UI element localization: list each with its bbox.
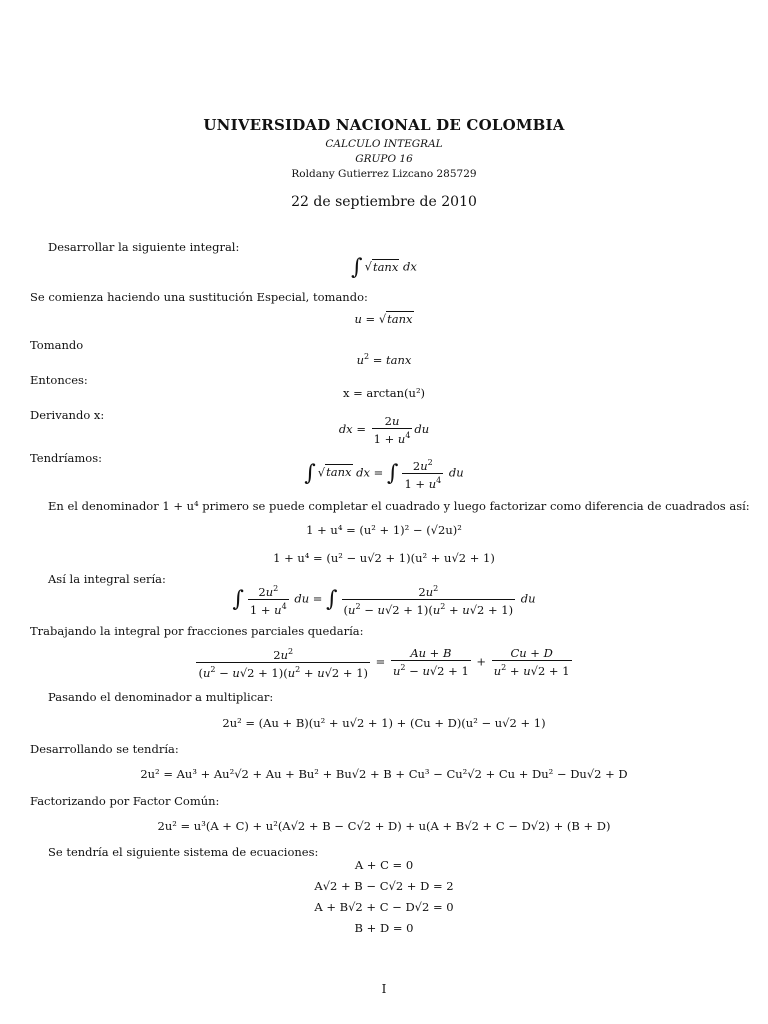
paragraph-multiplicar: Pasando el denominador a multiplicar:	[48, 690, 274, 704]
author-line: Roldany Gutierrez Lizcano 285729	[291, 168, 477, 180]
paragraph-tomando: Tomando	[30, 338, 84, 352]
paragraph-partial-fractions: Trabajando la integral por fracciones parciales quedaría:	[30, 624, 364, 638]
paragraph-derivando: Derivando x:	[30, 408, 105, 422]
equation-complete-square: 1 + u⁴ = (u² + 1)² − (√2u)²	[306, 523, 462, 537]
equation-factored: 1 + u⁴ = (u² − u√2 + 1)(u² + u√2 + 1)	[273, 551, 495, 565]
course-name: CALCULO INTEGRAL	[325, 138, 443, 150]
equation-grouped: 2u² = u³(A + C) + u²(A√2 + B − C√2 + D) + u(A + B√2 + C − D√2) + (B + D)	[157, 819, 611, 833]
paragraph-denominator: En el denominador 1 + u⁴ primero se puede completar el cuadrado y luego factorizar como diferencia de cuadrados así:	[48, 499, 750, 513]
system-equation-1: A + C = 0	[354, 858, 414, 872]
paragraph-intro: Desarrollar la siguiente integral:	[48, 240, 240, 254]
equation-integral: ∫ √tanx dx	[351, 255, 417, 280]
paragraph-tendriamos: Tendríamos:	[30, 451, 102, 465]
paragraph-sistema: Se tendría el siguiente sistema de ecuaciones:	[48, 845, 319, 859]
equation-expanded: 2u² = Au³ + Au²√2 + Au + Bu² + Bu√2 + B + Cu³ − Cu²√2 + Cu + Du² − Du√2 + D	[140, 767, 628, 781]
group-name: GRUPO 16	[355, 153, 413, 165]
system-equation-3: A + B√2 + C − D√2 = 0	[314, 900, 454, 914]
equation-x-arctan: x = arctan(u²)	[342, 386, 426, 400]
paragraph-entonces: Entonces:	[30, 373, 88, 387]
paragraph-desarrollando: Desarrollando se tendría:	[30, 742, 179, 756]
equation-dx: dx = $\frac{2u}{1 + u^4}$ du	[338, 414, 430, 446]
paragraph-factorizando: Factorizando por Factor Común:	[30, 794, 220, 808]
equation-integral-factored: ∫ $\frac{2u^2}{1 + u^4}$ du = ∫ $\frac{2u^2}{(u^2 - u√2 + 1)(u^2 + u√2 + 1)}$ du	[232, 584, 536, 617]
equation-multiplied: 2u² = (Au + B)(u² + u√2 + 1) + (Cu + D)(u² − u√2 + 1)	[222, 716, 546, 730]
paragraph-substitution: Se comienza haciendo una sustitución Especial, tomando:	[30, 290, 368, 304]
equation-u-def: u = √tanx	[354, 312, 413, 326]
university-title: UNIVERSIDAD NACIONAL DE COLOMBIA	[203, 116, 565, 134]
equation-partial-fractions: $\frac{2u^2}{(u^2 - u√2 + 1)(u^2 + u√2 + 1)}$ = $\frac{Au + B}{u^2 - u√2 + 1}$ + $\frac{Cu + D}{u^2 + u√2 + 1}$	[198, 646, 570, 680]
paragraph-integral-seria: Así la integral sería:	[48, 572, 166, 586]
page-number: I	[381, 982, 387, 996]
document-date: 22 de septiembre de 2010	[291, 194, 477, 210]
system-equation-4: B + D = 0	[354, 921, 414, 935]
equation-u-squared: $u^2 = \tan x$	[356, 352, 412, 367]
equation-integral-transformed: ∫ √tanx dx = ∫ $\frac{2u^2}{1 + u^4}$ du	[304, 458, 464, 491]
system-equation-2: A√2 + B − C√2 + D = 2	[314, 879, 454, 893]
